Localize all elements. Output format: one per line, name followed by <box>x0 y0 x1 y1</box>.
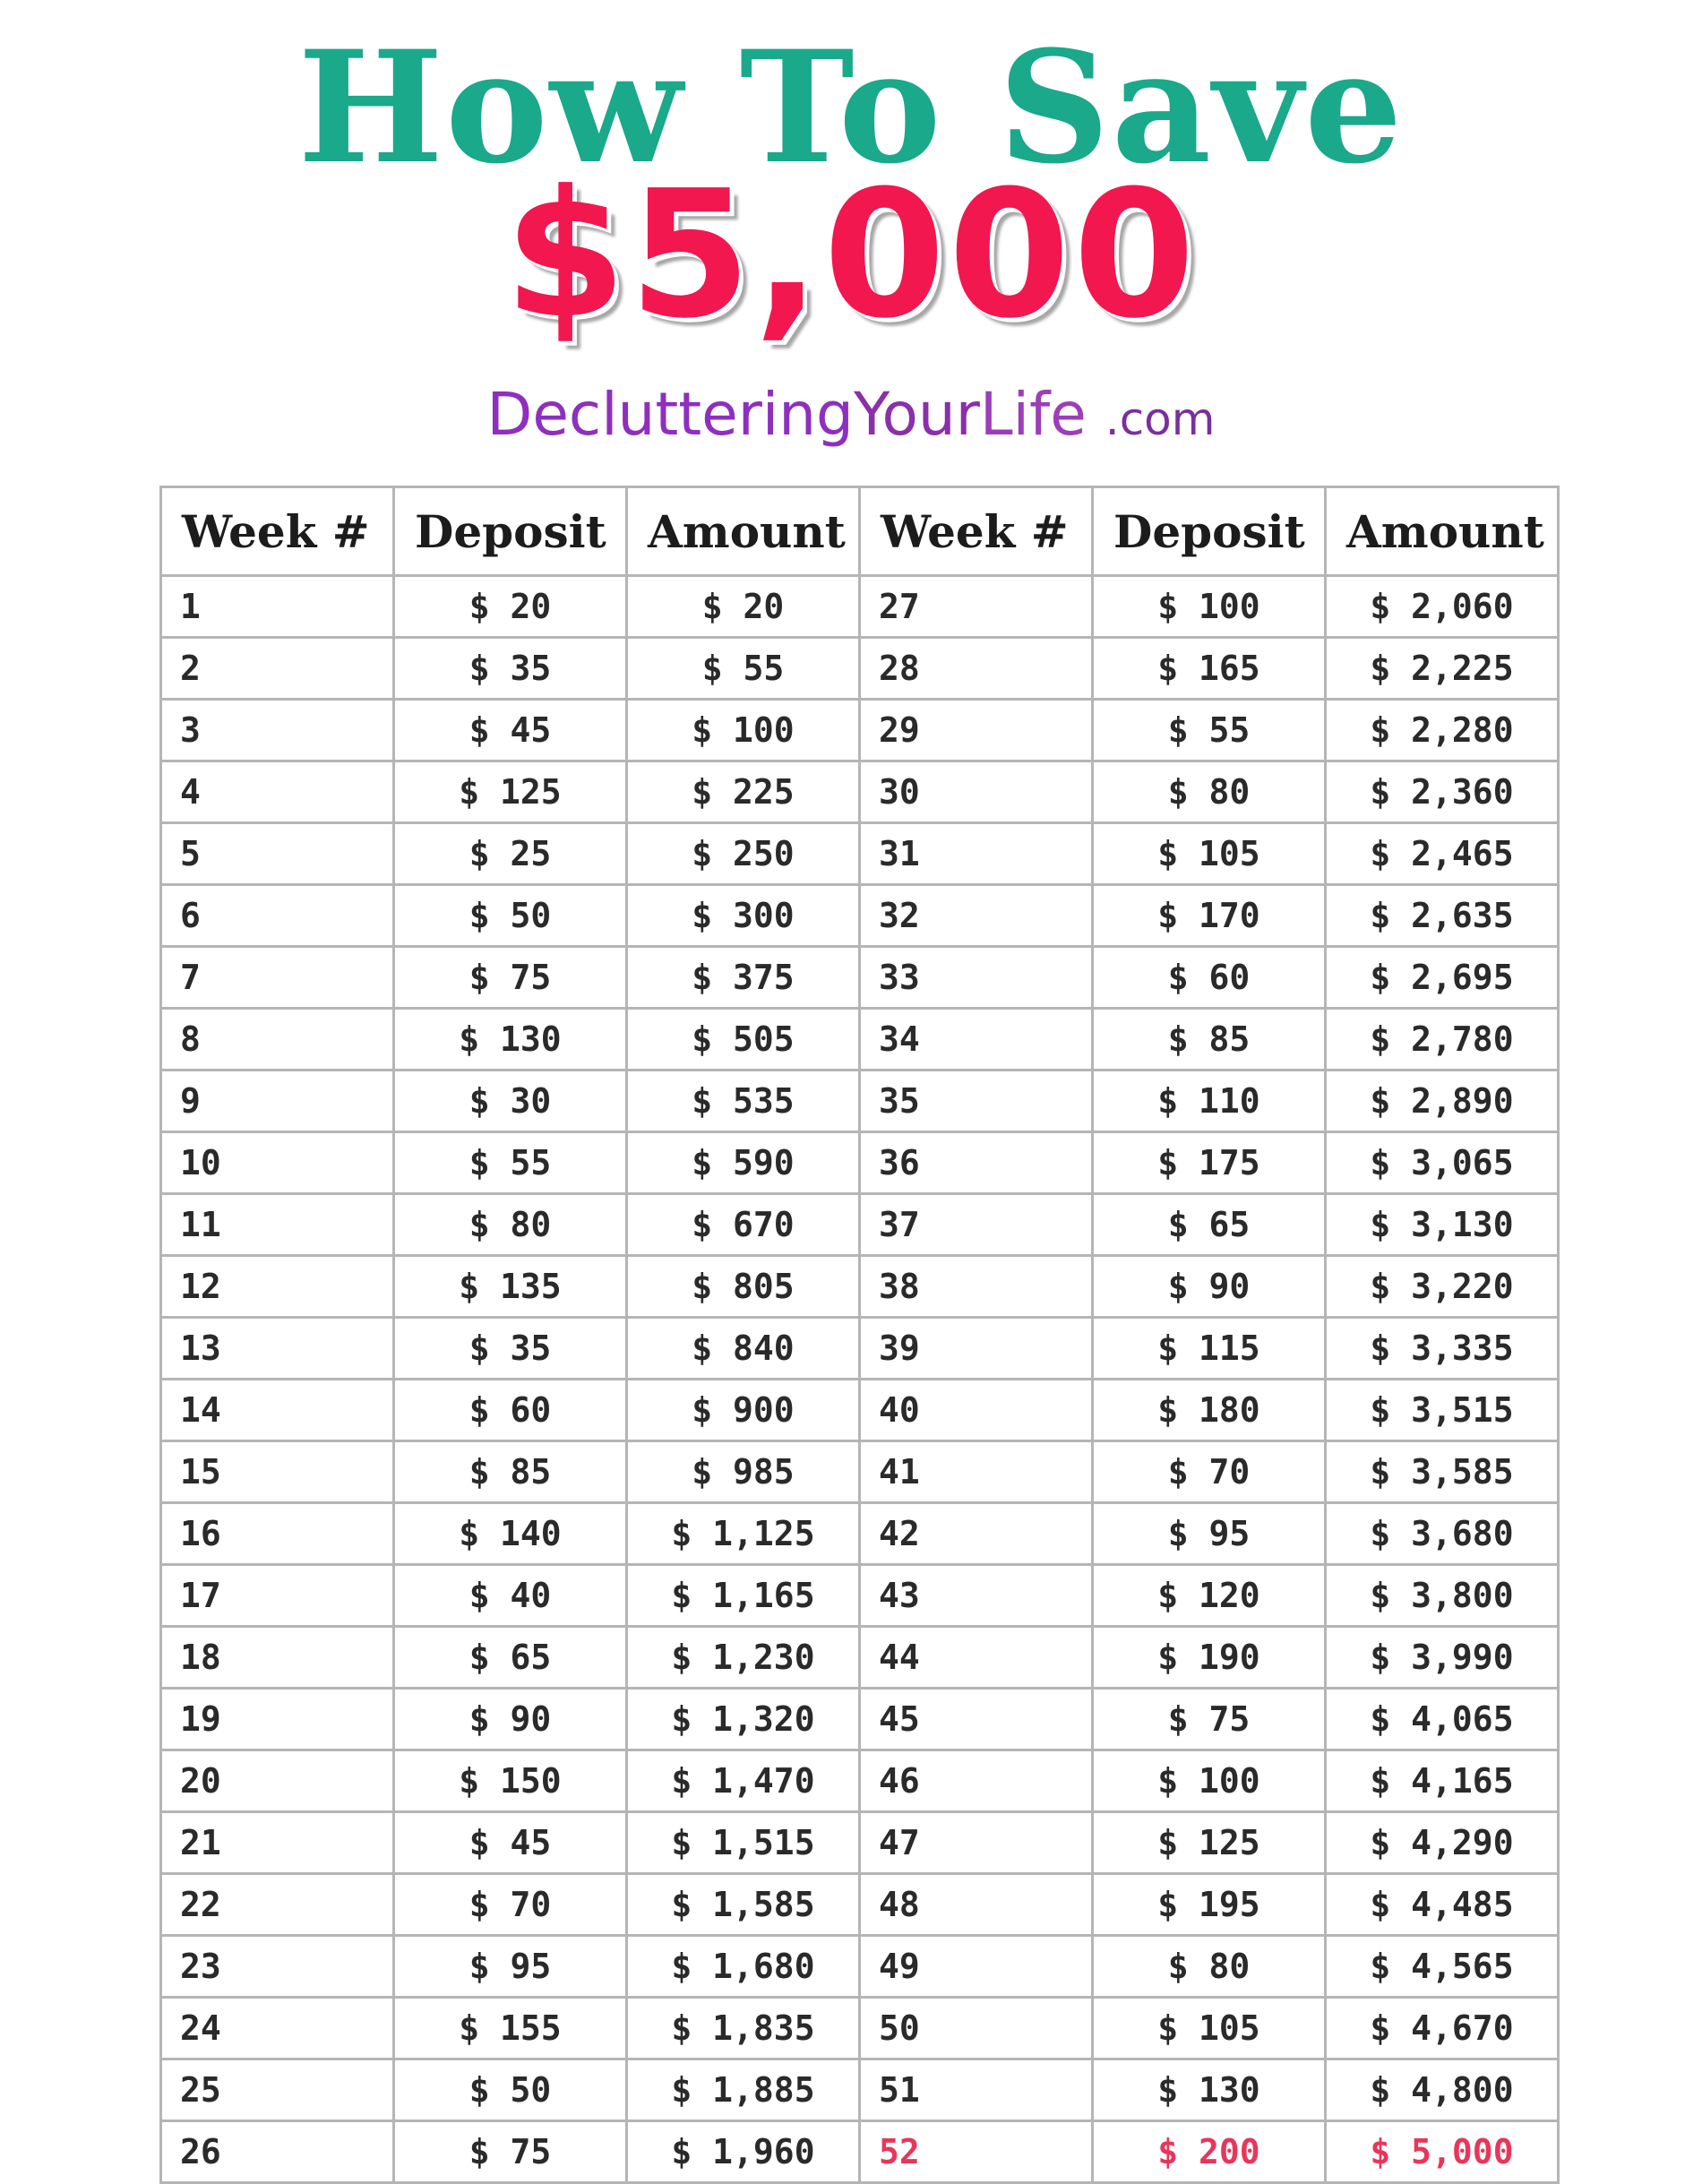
week-number-cell: 39 <box>860 1318 1093 1380</box>
site-name-part-1: Decluttering <box>486 380 854 449</box>
week-number-cell: 7 <box>161 947 394 1009</box>
week-number-cell: 9 <box>161 1071 394 1132</box>
amount-cell: $ 55 <box>627 638 860 700</box>
amount-cell: $ 3,680 <box>1326 1503 1559 1565</box>
amount-cell: $ 1,165 <box>627 1565 860 1627</box>
week-number-cell: 28 <box>860 638 1093 700</box>
savings-goal-amount: $5,000 <box>503 153 1199 357</box>
week-number-cell: 20 <box>161 1750 394 1812</box>
amount-cell: $ 375 <box>627 947 860 1009</box>
deposit-cell: $ 130 <box>1093 2059 1326 2121</box>
week-number-cell: 4 <box>161 761 394 823</box>
week-number-cell: 34 <box>860 1009 1093 1071</box>
week-number-cell: 2 <box>161 638 394 700</box>
amount-cell: $ 4,800 <box>1326 2059 1559 2121</box>
week-number-cell: 26 <box>161 2121 394 2183</box>
week-number-cell: 50 <box>860 1998 1093 2059</box>
table-header-row <box>161 487 1559 576</box>
amount-cell: $ 1,125 <box>627 1503 860 1565</box>
week-number-cell: 35 <box>860 1071 1093 1132</box>
amount-cell: $ 2,465 <box>1326 823 1559 885</box>
amount-cell: $ 5,000 <box>1326 2121 1559 2183</box>
deposit-cell: $ 35 <box>394 1318 627 1380</box>
amount-cell: $ 2,695 <box>1326 947 1559 1009</box>
table-row <box>161 823 1559 885</box>
deposit-cell: $ 25 <box>394 823 627 885</box>
deposit-cell: $ 120 <box>1093 1565 1326 1627</box>
deposit-cell: $ 45 <box>394 700 627 761</box>
amount-cell: $ 840 <box>627 1318 860 1380</box>
amount-cell: $ 1,585 <box>627 1874 860 1936</box>
amount-cell: $ 2,890 <box>1326 1071 1559 1132</box>
deposit-cell: $ 65 <box>1093 1194 1326 1256</box>
amount-cell: $ 1,680 <box>627 1936 860 1998</box>
deposit-cell: $ 200 <box>1093 2121 1326 2183</box>
header-deposit-left: Deposit <box>394 487 627 576</box>
deposit-cell: $ 30 <box>394 1071 627 1132</box>
amount-cell: $ 3,065 <box>1326 1132 1559 1194</box>
table-row <box>161 1936 1559 1998</box>
amount-cell: $ 300 <box>627 885 860 947</box>
header-week-right: Week # <box>860 487 1093 576</box>
table-row <box>161 947 1559 1009</box>
week-number-cell: 52 <box>860 2121 1093 2183</box>
table-row <box>161 1441 1559 1503</box>
deposit-cell: $ 110 <box>1093 1071 1326 1132</box>
deposit-cell: $ 100 <box>1093 1750 1326 1812</box>
week-number-cell: 33 <box>860 947 1093 1009</box>
amount-cell: $ 4,290 <box>1326 1812 1559 1874</box>
amount-cell: $ 4,165 <box>1326 1750 1559 1812</box>
deposit-cell: $ 85 <box>394 1441 627 1503</box>
deposit-cell: $ 175 <box>1093 1132 1326 1194</box>
week-number-cell: 11 <box>161 1194 394 1256</box>
deposit-cell: $ 65 <box>394 1627 627 1689</box>
deposit-cell: $ 75 <box>1093 1689 1326 1750</box>
week-number-cell: 51 <box>860 2059 1093 2121</box>
site-watermark <box>0 374 1702 460</box>
table-row <box>161 1194 1559 1256</box>
deposit-cell: $ 135 <box>394 1256 627 1318</box>
site-name-part-2: Your <box>853 380 980 449</box>
amount-cell: $ 3,800 <box>1326 1565 1559 1627</box>
week-number-cell: 38 <box>860 1256 1093 1318</box>
deposit-cell: $ 125 <box>394 761 627 823</box>
week-number-cell: 40 <box>860 1380 1093 1441</box>
site-name-part-3: Life <box>979 380 1087 449</box>
amount-cell: $ 2,635 <box>1326 885 1559 947</box>
table-row <box>161 1132 1559 1194</box>
deposit-cell: $ 165 <box>1093 638 1326 700</box>
amount-cell: $ 535 <box>627 1071 860 1132</box>
deposit-cell: $ 90 <box>394 1689 627 1750</box>
table-row <box>161 1874 1559 1936</box>
deposit-cell: $ 80 <box>1093 1936 1326 1998</box>
deposit-cell: $ 75 <box>394 2121 627 2183</box>
deposit-cell: $ 125 <box>1093 1812 1326 1874</box>
amount-cell: $ 590 <box>627 1132 860 1194</box>
savings-table-container <box>159 486 1557 2171</box>
week-number-cell: 6 <box>161 885 394 947</box>
deposit-cell: $ 70 <box>1093 1441 1326 1503</box>
deposit-cell: $ 35 <box>394 638 627 700</box>
amount-cell: $ 3,130 <box>1326 1194 1559 1256</box>
deposit-cell: $ 190 <box>1093 1627 1326 1689</box>
week-number-cell: 46 <box>860 1750 1093 1812</box>
table-row <box>161 1009 1559 1071</box>
week-number-cell: 25 <box>161 2059 394 2121</box>
deposit-cell: $ 180 <box>1093 1380 1326 1441</box>
amount-cell: $ 1,835 <box>627 1998 860 2059</box>
amount-cell: $ 1,960 <box>627 2121 860 2183</box>
deposit-cell: $ 130 <box>394 1009 627 1071</box>
amount-cell: $ 4,670 <box>1326 1998 1559 2059</box>
deposit-cell: $ 105 <box>1093 823 1326 885</box>
site-name-part-4: .com <box>1105 393 1216 445</box>
week-number-cell: 5 <box>161 823 394 885</box>
table-row <box>161 1689 1559 1750</box>
week-number-cell: 19 <box>161 1689 394 1750</box>
table-row <box>161 1256 1559 1318</box>
amount-cell: $ 1,230 <box>627 1627 860 1689</box>
amount-cell: $ 805 <box>627 1256 860 1318</box>
week-number-cell: 17 <box>161 1565 394 1627</box>
table-body <box>161 576 1559 2183</box>
week-number-cell: 16 <box>161 1503 394 1565</box>
table-row <box>161 1380 1559 1441</box>
table-row <box>161 2121 1559 2183</box>
week-number-cell: 23 <box>161 1936 394 1998</box>
amount-cell: $ 4,065 <box>1326 1689 1559 1750</box>
amount-cell: $ 2,280 <box>1326 700 1559 761</box>
week-number-cell: 24 <box>161 1998 394 2059</box>
deposit-cell: $ 105 <box>1093 1998 1326 2059</box>
week-number-cell: 22 <box>161 1874 394 1936</box>
deposit-cell: $ 75 <box>394 947 627 1009</box>
deposit-cell: $ 55 <box>394 1132 627 1194</box>
week-number-cell: 10 <box>161 1132 394 1194</box>
amount-cell: $ 900 <box>627 1380 860 1441</box>
table-row <box>161 1627 1559 1689</box>
amount-cell: $ 2,780 <box>1326 1009 1559 1071</box>
amount-cell: $ 4,485 <box>1326 1874 1559 1936</box>
table-row <box>161 2059 1559 2121</box>
week-number-cell: 30 <box>860 761 1093 823</box>
week-number-cell: 47 <box>860 1812 1093 1874</box>
week-number-cell: 12 <box>161 1256 394 1318</box>
deposit-cell: $ 45 <box>394 1812 627 1874</box>
week-number-cell: 45 <box>860 1689 1093 1750</box>
amount-cell: $ 985 <box>627 1441 860 1503</box>
week-number-cell: 18 <box>161 1627 394 1689</box>
week-number-cell: 36 <box>860 1132 1093 1194</box>
table-row <box>161 638 1559 700</box>
page-title: How To Save <box>297 16 1405 198</box>
table-row <box>161 700 1559 761</box>
deposit-cell: $ 95 <box>394 1936 627 1998</box>
deposit-cell: $ 100 <box>1093 576 1326 638</box>
week-number-cell: 8 <box>161 1009 394 1071</box>
amount-cell: $ 3,990 <box>1326 1627 1559 1689</box>
deposit-cell: $ 170 <box>1093 885 1326 947</box>
deposit-cell: $ 20 <box>394 576 627 638</box>
amount-cell: $ 20 <box>627 576 860 638</box>
amount-cell: $ 1,470 <box>627 1750 860 1812</box>
week-number-cell: 29 <box>860 700 1093 761</box>
amount-cell: $ 1,515 <box>627 1812 860 1874</box>
deposit-cell: $ 90 <box>1093 1256 1326 1318</box>
amount-cell: $ 2,060 <box>1326 576 1559 638</box>
table-row <box>161 761 1559 823</box>
amount-cell: $ 3,585 <box>1326 1441 1559 1503</box>
week-number-cell: 32 <box>860 885 1093 947</box>
amount-cell: $ 3,515 <box>1326 1380 1559 1441</box>
table-row <box>161 1503 1559 1565</box>
week-number-cell: 1 <box>161 576 394 638</box>
amount-cell: $ 100 <box>627 700 860 761</box>
deposit-cell: $ 155 <box>394 1998 627 2059</box>
amount-cell: $ 670 <box>627 1194 860 1256</box>
amount-cell: $ 505 <box>627 1009 860 1071</box>
deposit-cell: $ 140 <box>394 1503 627 1565</box>
table-row <box>161 576 1559 638</box>
deposit-cell: $ 60 <box>1093 947 1326 1009</box>
amount-cell: $ 1,885 <box>627 2059 860 2121</box>
header-amount-left: Amount <box>627 487 860 576</box>
week-number-cell: 15 <box>161 1441 394 1503</box>
week-number-cell: 49 <box>860 1936 1093 1998</box>
table-row <box>161 1071 1559 1132</box>
week-number-cell: 21 <box>161 1812 394 1874</box>
week-number-cell: 13 <box>161 1318 394 1380</box>
amount-cell: $ 2,360 <box>1326 761 1559 823</box>
deposit-cell: $ 95 <box>1093 1503 1326 1565</box>
header-deposit-right: Deposit <box>1093 487 1326 576</box>
week-number-cell: 44 <box>860 1627 1093 1689</box>
week-number-cell: 48 <box>860 1874 1093 1936</box>
amount-cell: $ 250 <box>627 823 860 885</box>
amount-cell: $ 3,220 <box>1326 1256 1559 1318</box>
deposit-cell: $ 70 <box>394 1874 627 1936</box>
week-number-cell: 14 <box>161 1380 394 1441</box>
table-row <box>161 1318 1559 1380</box>
week-number-cell: 27 <box>860 576 1093 638</box>
deposit-cell: $ 55 <box>1093 700 1326 761</box>
deposit-cell: $ 50 <box>394 2059 627 2121</box>
week-number-cell: 41 <box>860 1441 1093 1503</box>
amount-cell: $ 2,225 <box>1326 638 1559 700</box>
table-row <box>161 1998 1559 2059</box>
header-week-left: Week # <box>161 487 394 576</box>
deposit-cell: $ 40 <box>394 1565 627 1627</box>
table-row <box>161 1565 1559 1627</box>
table-row <box>161 1812 1559 1874</box>
deposit-cell: $ 150 <box>394 1750 627 1812</box>
deposit-cell: $ 80 <box>1093 761 1326 823</box>
deposit-cell: $ 60 <box>394 1380 627 1441</box>
week-number-cell: 31 <box>860 823 1093 885</box>
week-number-cell: 43 <box>860 1565 1093 1627</box>
table-row <box>161 885 1559 947</box>
week-number-cell: 3 <box>161 700 394 761</box>
deposit-cell: $ 80 <box>394 1194 627 1256</box>
amount-cell: $ 1,320 <box>627 1689 860 1750</box>
savings-table <box>159 486 1560 2184</box>
deposit-cell: $ 115 <box>1093 1318 1326 1380</box>
amount-cell: $ 225 <box>627 761 860 823</box>
deposit-cell: $ 85 <box>1093 1009 1326 1071</box>
deposit-cell: $ 50 <box>394 885 627 947</box>
amount-cell: $ 3,335 <box>1326 1318 1559 1380</box>
table-row <box>161 1750 1559 1812</box>
amount-cell: $ 4,565 <box>1326 1936 1559 1998</box>
week-number-cell: 37 <box>860 1194 1093 1256</box>
week-number-cell: 42 <box>860 1503 1093 1565</box>
deposit-cell: $ 195 <box>1093 1874 1326 1936</box>
header-amount-right: Amount <box>1326 487 1559 576</box>
